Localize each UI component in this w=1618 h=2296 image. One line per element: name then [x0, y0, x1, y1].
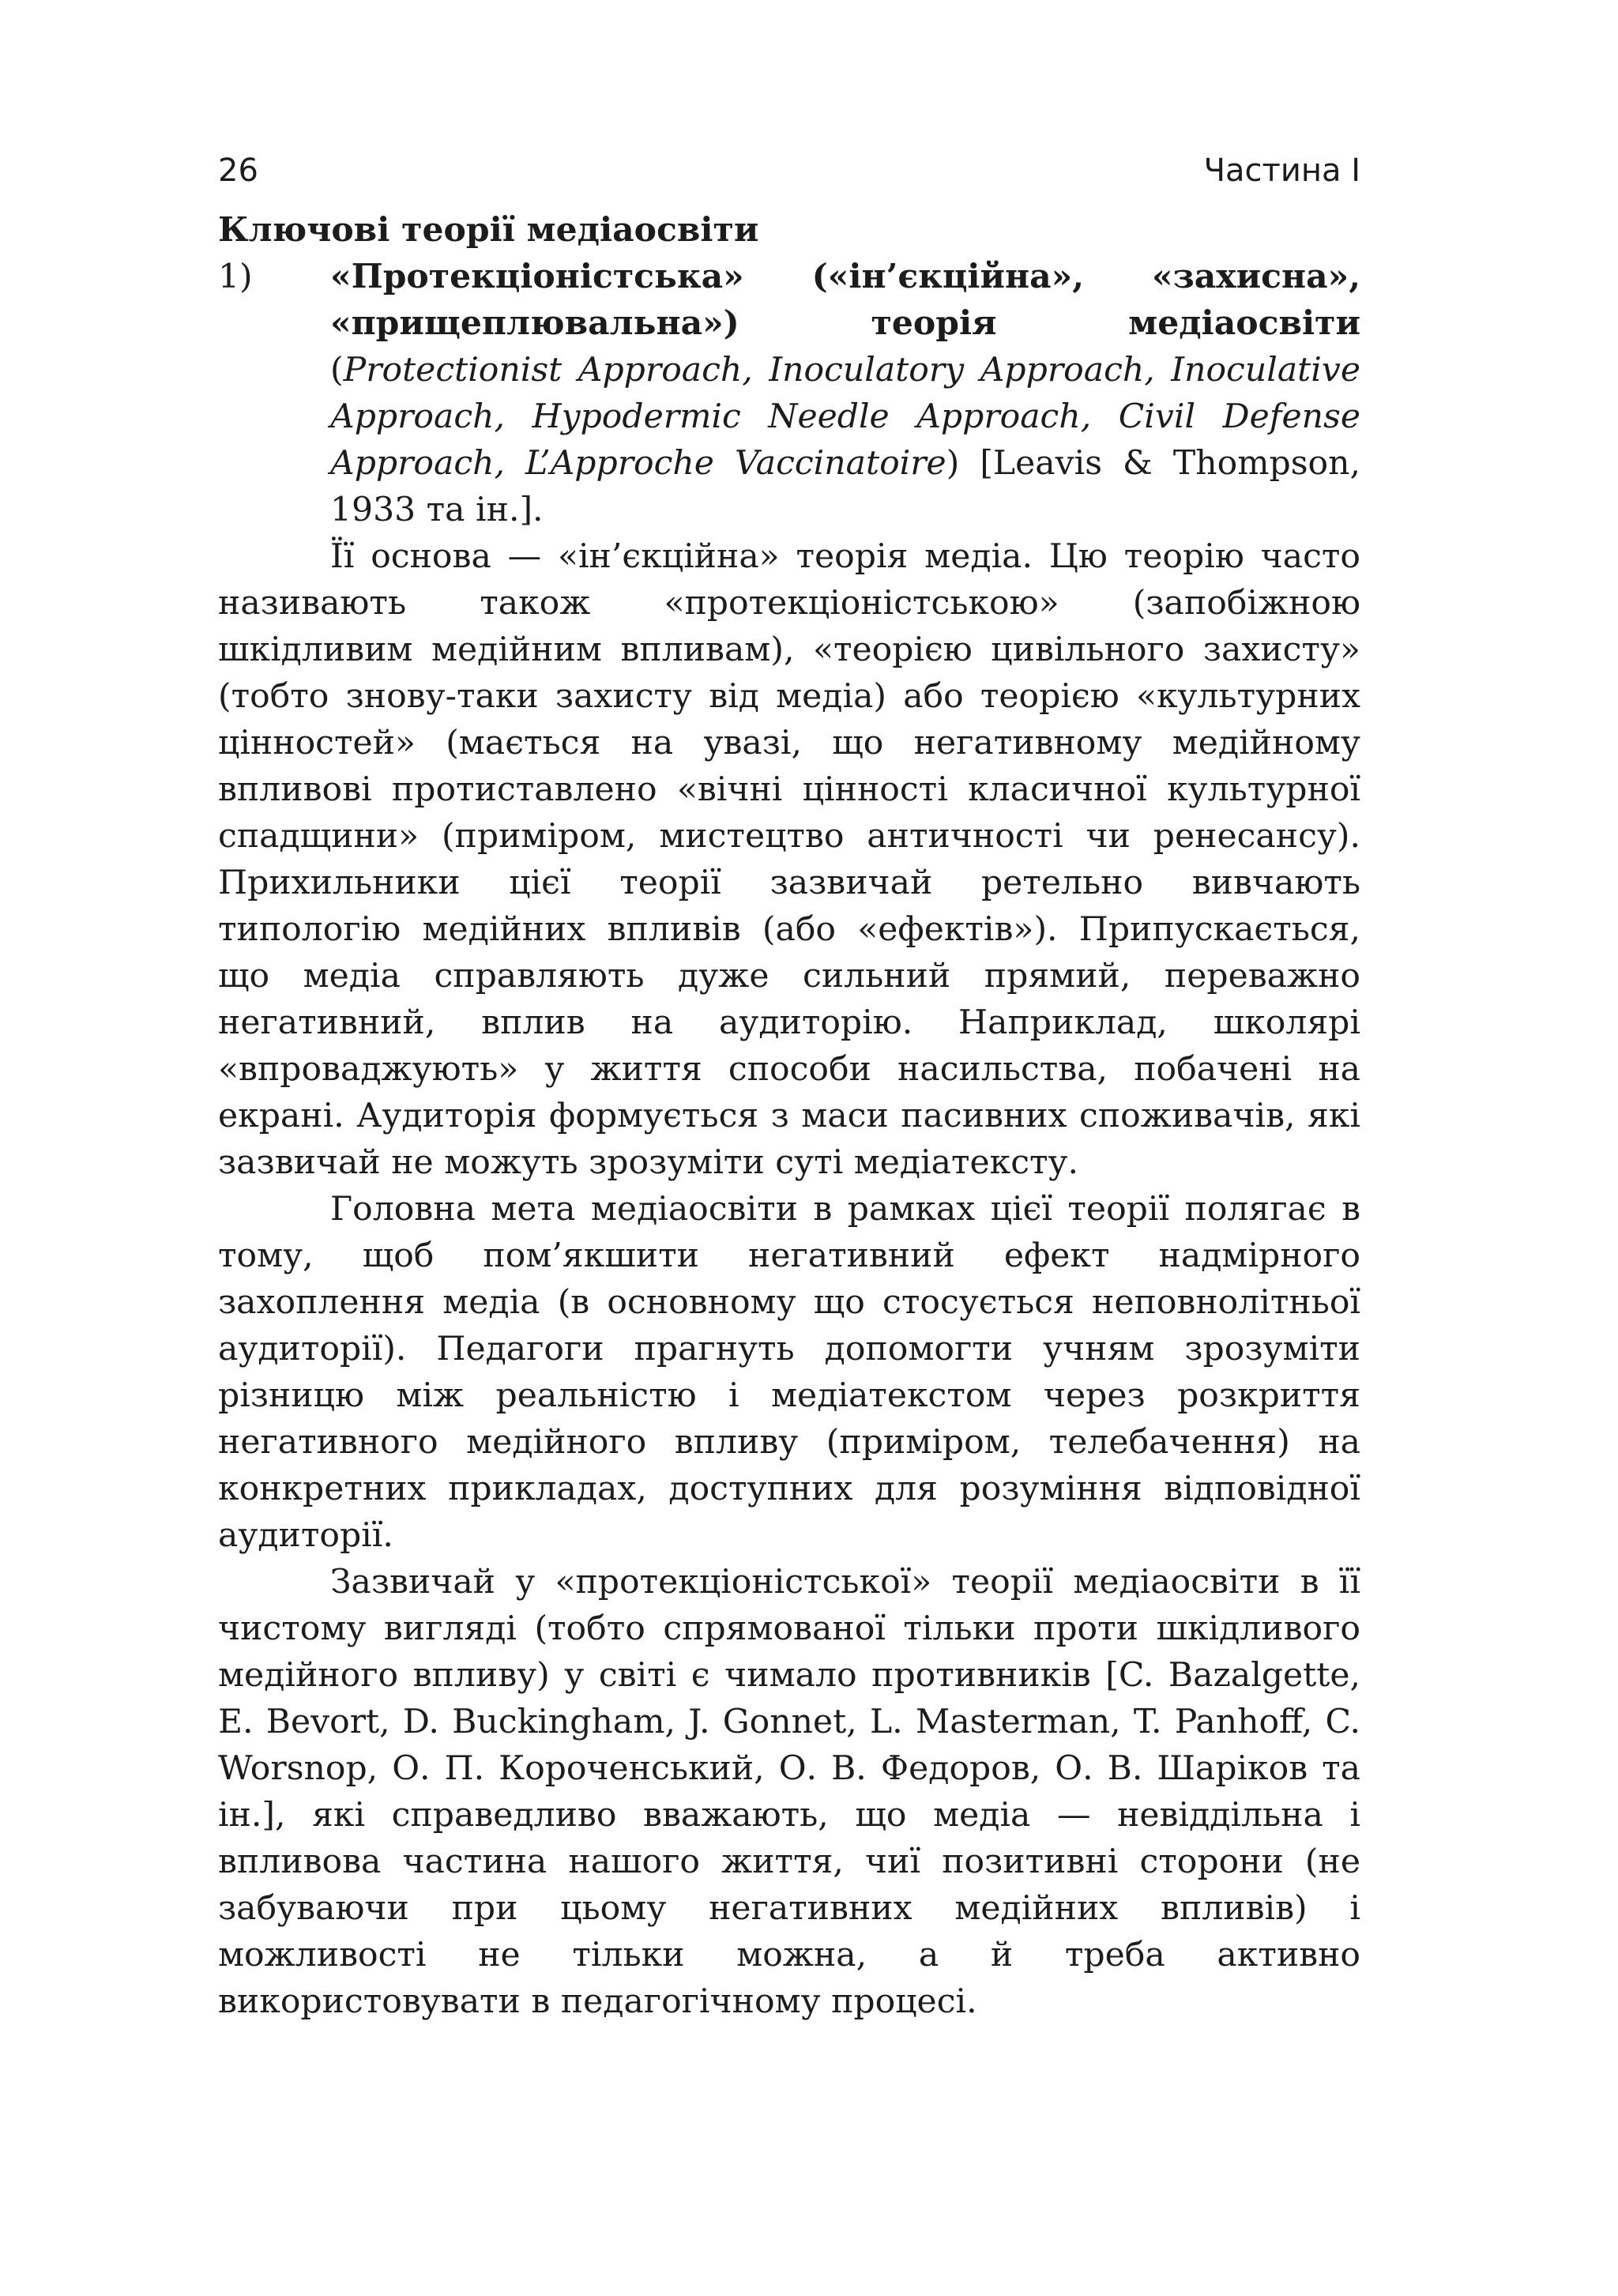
page-header [218, 147, 1360, 194]
paragraph-1: Її основа — «ін’єкційна» теорія медіа. Цю теорію часто називають також «протекціоністською» (запобіжною шкідливим медійним впливам), «теорією цивільного захисту» (тобто знову-таки захисту від медіа) або теорією «культурних цінностей» (мається на увазі, що негативному медійному впливові протиставлено «вічні цінності класичної культурної спадщини» (приміром, мистецтво античності чи ренесансу). Прихильники цієї теорії зазвичай ретельно вивчають типологію медійних впливів (або «ефектів»). Припускається, що медіа справляють дуже сильний прямий, переважно негативний, вплив на аудиторію. Наприклад, школярі «впроваджують» у життя способи насильства, побачені на екрані. Аудиторія формується з маси пасивних споживачів, які зазвичай не можуть зрозуміти суті медіатексту. [218, 537, 1360, 1182]
running-head-part: Частина І [1203, 152, 1360, 189]
list-item [218, 254, 1360, 533]
close-paren: ) [946, 444, 960, 483]
theory-citation: [Leavis & Thompson, 1933 та ін.]. [330, 444, 1361, 529]
page-content [218, 207, 1360, 2025]
paragraph-2: Головна мета медіаосвіти в рамках цієї теорії полягає в тому, щоб пом’якшити негативний ефект надмірного захоплення медіа (в основному що стосується неповнолітньої аудиторії). Педагоги прагнуть допомогти учням зрозуміти різницю між реальністю і медіатекстом через розкриття негативного медійного впливу (приміром, телебачення) на конкретних прикладах, доступних для розуміння відповідної аудиторії. [218, 1190, 1360, 1555]
open-paren: ( [330, 351, 344, 390]
list-item-body [330, 254, 1360, 533]
list-item-number: 1) [218, 258, 253, 296]
paragraph-3: Зазвичай у «протекціоністської» теорії медіаосвіти в її чистому вигляді (тобто спрямованої тільки проти шкідливого медійного впливу) у світі є чимало противників [C. Bazalgette, E. Bevort, D. Buckingham, J. Gonnet, L. Masterman, T. Panhoff, C. Worsnop, О. П. Короченський, О. В. Федоров, О. В. Шаріков та ін.], які справедливо вважають, що медіа — невіддільна і впливова частина нашого життя, чиї позитивні сторони (не забуваючи при цьому негативних медійних впливів) і можливості не тільки можна, а й треба активно використовувати в педагогічному процесі. [218, 1563, 1360, 2021]
section-title: Ключові теорії медіаосвіти [218, 210, 759, 250]
theory-title: «Протекціоністська» («ін’єкційна», «захисна», «прищеплювальна») теорія медіаосвіти [330, 257, 1360, 343]
page-number: 26 [218, 152, 258, 189]
theory-alt-names: Protectionist Approach, Inoculatory Approach, Inoculative Approach, Hypodermic Needle Approach, Civil Defense Approach, L’Approche Vaccinatoire [330, 351, 1360, 483]
